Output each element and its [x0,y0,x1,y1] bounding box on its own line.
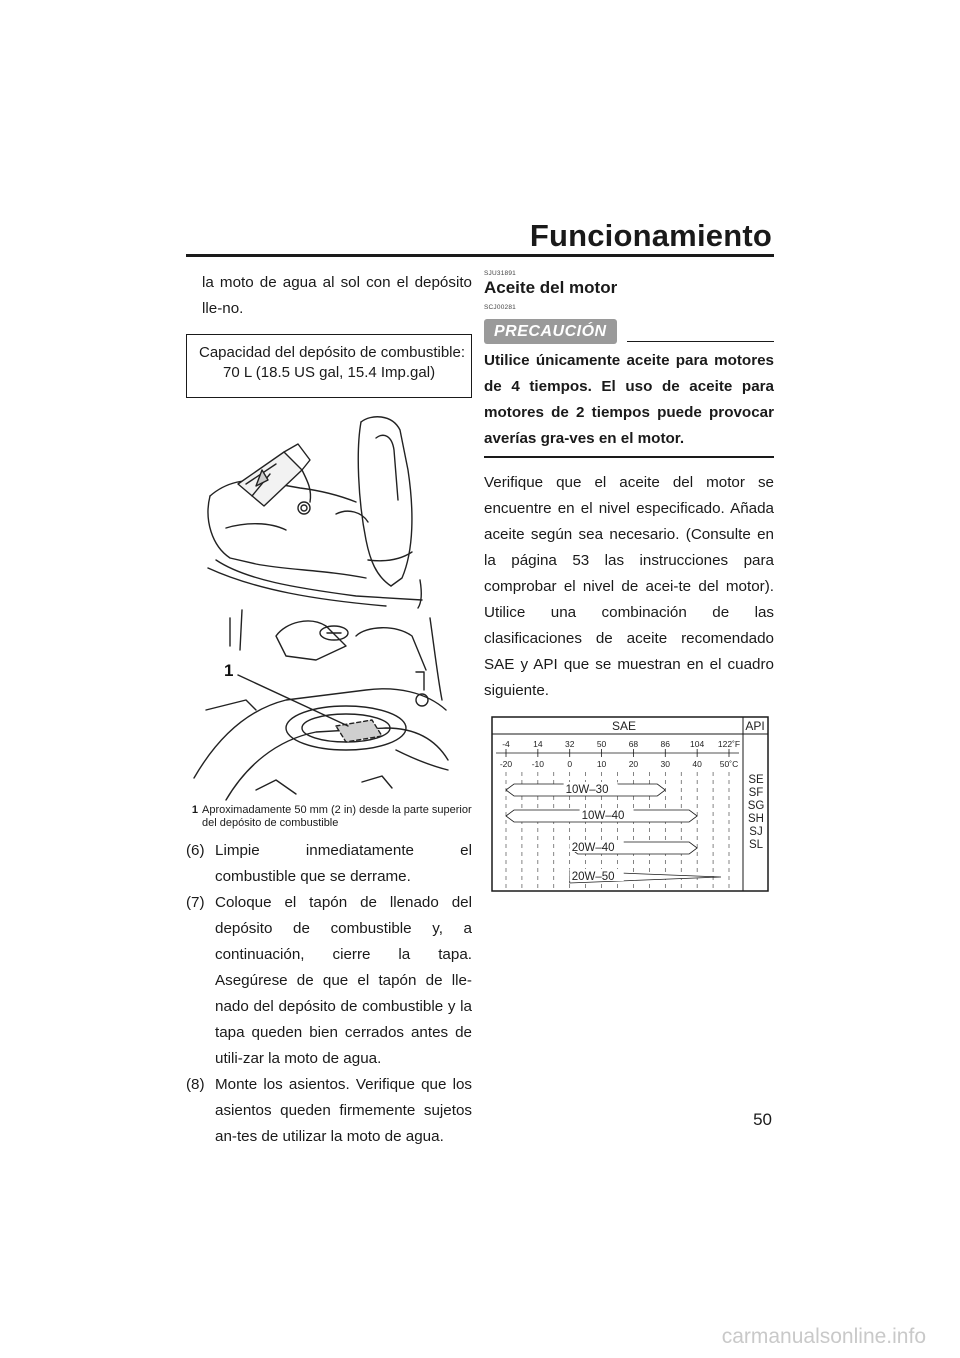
celsius-tick-label: -10 [531,758,545,769]
step-number: (7) [186,894,205,911]
page-title: Funcionamiento [529,218,772,253]
list-item [186,1072,472,1150]
caution-code: SCJ00281 [484,304,516,311]
step-text: Coloque el tapón de llenado del depósito de combustible y, a continuación, cierre la tapa. Asegúrese de que el tapón de lle-nado del depósito de combustible y la tapa queden bien cerrados antes de utili-zar la moto de agua. [215,894,472,1067]
fahrenheit-tick-label: 14 [533,738,543,749]
fuel-capacity-label: Capacidad del depósito de combustible: [199,344,466,361]
api-class-label: SJ [749,825,763,838]
list-item [186,890,472,1072]
api-class-label: SH [748,812,764,825]
section-code: SJU31891 [484,270,516,277]
celsius-tick-label: 0 [567,758,573,769]
api-class-label: SF [748,786,764,799]
celsius-tick-label: 30 [660,758,671,769]
celsius-tick-label: 50˚C [719,758,739,769]
oil-viscosity-svg [484,716,774,894]
fahrenheit-tick-label: 104 [690,738,705,749]
caption-number: 1 [191,804,198,816]
engine-oil-paragraph: Verifique que el aceite del motor se encuentre en el nivel especificado. Añada aceite según sea necesario. (Consulte en la página 53 las instrucciones para comprobar el nivel de acei-te del motor). Utilice una combinación de las clasificaciones de aceite recomendado SAE y API que se muestran en el cuadro siguiente. [484,473,774,699]
fahrenheit-tick-label: 32 [564,738,575,749]
grade-label: 20W–40 [571,841,615,854]
api-label: API [745,718,765,733]
api-class-label: SE [748,773,764,786]
step-number: (8) [186,1076,205,1093]
caption-text: Aproximadamente 50 mm (2 in) desde la parte superior del depósito de combustible [202,804,472,829]
caution-bottom-rule [484,456,774,458]
caution-header [484,319,774,344]
grade-label: 10W–30 [565,783,609,796]
right-column [484,270,774,899]
watermark: carmanualsonline.info [721,1325,926,1348]
fahrenheit-tick-label: 50 [596,738,607,749]
fahrenheit-tick-label: 122˚F [717,738,741,749]
api-class-label: SL [748,838,764,851]
step-number: (6) [186,842,205,859]
steps-list [186,838,472,1150]
fuel-tank-drawing [186,410,472,802]
fuel-tank-illustration [186,410,472,802]
caution-label: PRECAUCIÓN [484,319,617,344]
list-item [186,838,472,890]
api-class-label: SG [747,799,765,812]
fahrenheit-tick-label: 86 [660,738,671,749]
step-text: Limpie inmediatamente el combustible que se derrame. [215,842,472,885]
grade-label: 20W–50 [571,870,615,883]
section-heading: Aceite del motor [484,278,618,297]
fuel-capacity-value: 70 L (18.5 US gal, 15.4 Imp.gal) [223,364,436,381]
fahrenheit-tick-label: -4 [502,738,510,749]
grade-label: 10W–40 [581,809,625,822]
celsius-tick-label: 20 [628,758,639,769]
sae-label: SAE [611,718,637,733]
fahrenheit-tick-label: 68 [628,738,639,749]
left-column [186,270,472,1150]
celsius-tick-label: 10 [596,758,607,769]
oil-viscosity-chart [484,716,774,899]
caution-top-rule [627,341,774,343]
celsius-tick-label: -20 [499,758,513,769]
celsius-tick-label: 40 [692,758,702,769]
page-number: 50 [753,1110,772,1129]
illustration-caption [186,804,472,830]
fuel-capacity-box [186,334,472,398]
step-text: Monte los asientos. Verifique que los asientos queden firmemente sujetos an-tes de utilizar la moto de agua. [215,1076,472,1145]
caution-text: Utilice únicamente aceite para motores de 4 tiempos. El uso de aceite para motores de 2 tiempos puede provocar averías gra-ves en el motor. [484,352,774,447]
callout-number: 1 [224,661,234,680]
title-rule [186,254,774,257]
continuation-text: la moto de agua al sol con el depósito lle-no. [202,274,472,317]
